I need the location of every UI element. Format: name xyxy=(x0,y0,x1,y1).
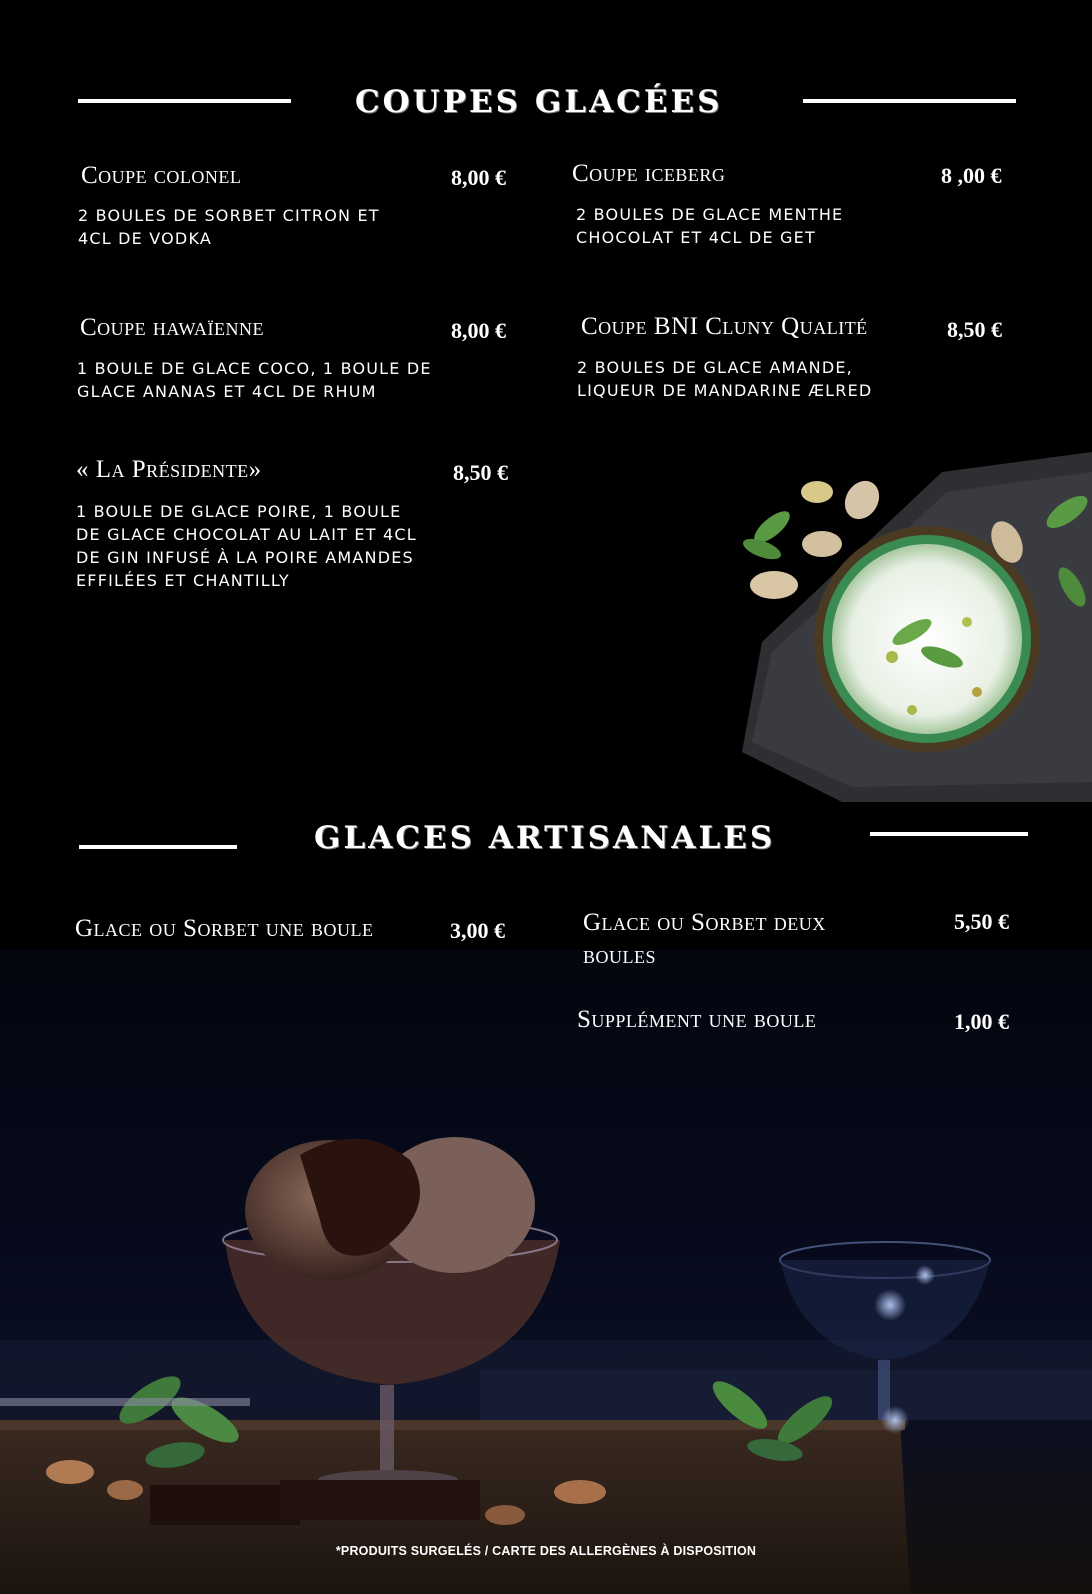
item-name: Coupe hawaïenne xyxy=(80,314,264,341)
item-price: 3,00 € xyxy=(450,918,505,943)
item-description: 1 BOULE DE GLACE POIRE, 1 BOULE DE GLACE CHOCOLAT AU LAIT ET 4CL DE GIN INFUSÉ À LA POIRE AMANDES EFFILÉES ET CHANTILLY xyxy=(76,502,417,590)
pistachio-ice-cream-photo xyxy=(742,452,1092,812)
item-description: 2 BOULES DE SORBET CITRON ET 4CL DE VODKA xyxy=(78,206,380,248)
title-rule-left xyxy=(79,845,237,849)
item-description: 2 BOULES DE GLACE AMANDE, LIQUEUR DE MANDARINE ÆLRED xyxy=(577,358,873,400)
item-price: 5,50 € xyxy=(954,909,1009,934)
item-price: 8,50 € xyxy=(453,460,508,485)
item-name: Glace ou Sorbet une boule xyxy=(75,915,374,942)
item-name: Coupe colonel xyxy=(81,162,242,189)
section-title-coupes: COUPES GLACÉES xyxy=(355,84,723,120)
footer-note: *PRODUITS SURGELÉS / CARTE DES ALLERGÈNES À DISPOSITION xyxy=(335,1544,757,1558)
title-rule-right xyxy=(870,832,1028,836)
item-name: Coupe BNI Cluny Qualité xyxy=(581,313,868,340)
item-description: 1 BOULE DE GLACE COCO, 1 BOULE DE GLACE ANANAS ET 4CL DE RHUM xyxy=(77,359,432,401)
section-title-glaces: GLACES ARTISANALES xyxy=(314,820,776,856)
item-price: 8,50 € xyxy=(947,317,1002,342)
pistachio-ice-cream-illustration xyxy=(742,452,1092,812)
title-rule-left xyxy=(78,99,291,103)
item-name: « La Présidente» xyxy=(76,456,262,483)
item-description: 2 BOULES DE GLACE MENTHE CHOCOLAT ET 4CL DE GET xyxy=(576,205,844,247)
item-price: 1,00 € xyxy=(954,1009,1009,1034)
item-price: 8,00 € xyxy=(451,318,506,343)
item-price: 8 ,00 € xyxy=(941,163,1002,188)
chocolate-ice-cream-photo xyxy=(0,950,1092,1594)
item-name: Glace ou Sorbet deux boules xyxy=(583,909,826,969)
item-price: 8,00 € xyxy=(451,165,506,190)
title-rule-right xyxy=(803,99,1016,103)
item-name: Supplément une boule xyxy=(577,1006,817,1033)
item-name: Coupe iceberg xyxy=(572,160,726,187)
chocolate-ice-cream-illustration xyxy=(0,950,1092,1594)
